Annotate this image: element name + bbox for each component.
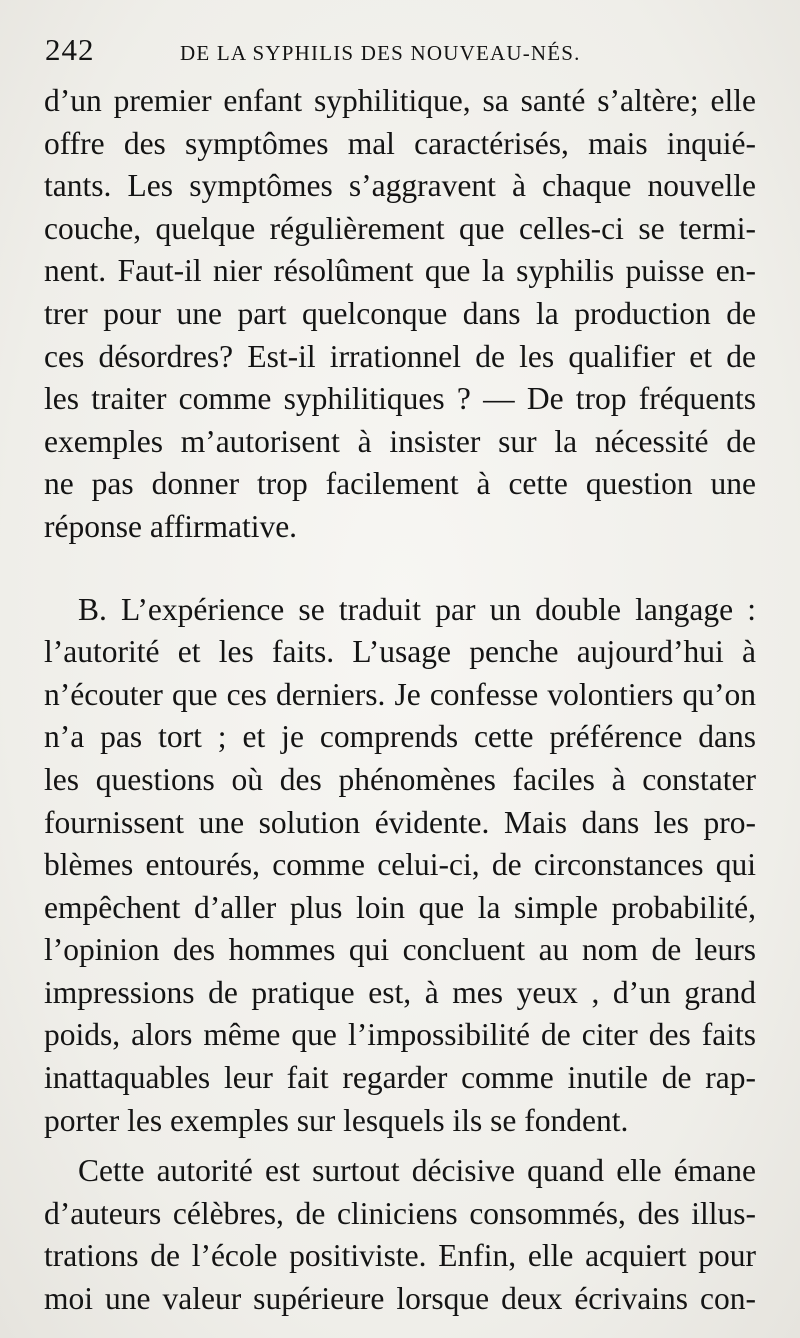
text-line: les questions où des phénomènes faciles à constater (44, 761, 756, 797)
paragraph-gap (44, 1142, 756, 1150)
text-line: n’écouter que ces derniers. Je confesse volontiers qu’on (44, 676, 756, 712)
text-line: nent. Faut-il nier résolûment que la syphilis puisse en- (44, 253, 756, 289)
paragraph-1 (44, 80, 756, 549)
body-text (44, 80, 756, 1321)
page-number: 242 (45, 32, 95, 67)
text-line: réponse affirmative. (44, 508, 298, 544)
page-header (45, 30, 765, 74)
text-line: trations de l’école positiviste. Enfin, elle acquiert pour (44, 1238, 756, 1274)
text-line: ne pas donner trop facilement à cette question une (44, 466, 756, 502)
text-line: les traiter comme syphilitiques ? — De trop fréquents (44, 381, 756, 417)
text-line: ces désordres? Est-il irrationnel de les qualifier et de (44, 338, 756, 374)
text-line: moi une valeur supérieure lorsque deux écrivains con- (44, 1281, 756, 1317)
text-line: Cette autorité est surtout décisive quand elle émane (78, 1153, 756, 1189)
text-line: porter les exemples sur lesquels ils se fondent. (44, 1102, 629, 1138)
text-line: exemples m’autorisent à insister sur la nécessité de (44, 423, 756, 459)
running-head: DE LA SYPHILIS DES NOUVEAU-NÉS. (180, 41, 581, 65)
text-line: tants. Les symptômes s’aggravent à chaque nouvelle (44, 168, 756, 204)
paragraph-2 (44, 589, 756, 1143)
text-line: impressions de pratique est, à mes yeux , d’un grand (44, 974, 756, 1010)
text-line: offre des symptômes mal caractérisés, mais inquié- (44, 125, 756, 161)
text-line: blèmes entourés, comme celui-ci, de circonstances qui (44, 847, 756, 883)
text-line: B. L’expérience se traduit par un double langage : (78, 591, 756, 627)
text-line: inattaquables leur fait regarder comme inutile de rap- (44, 1060, 756, 1096)
text-line: empêchent d’aller plus loin que la simple probabilité, (44, 889, 756, 925)
text-line: n’a pas tort ; et je comprends cette préférence dans (44, 719, 756, 755)
text-line: poids, alors même que l’impossibilité de citer des faits (44, 1017, 756, 1053)
text-line: l’opinion des hommes qui concluent au nom de leurs (44, 932, 756, 968)
text-line: l’autorité et les faits. L’usage penche aujourd’hui à (44, 634, 756, 670)
text-line: d’un premier enfant syphilitique, sa santé s’altère; elle (44, 83, 756, 118)
text-line: d’auteurs célèbres, de cliniciens consommés, des illus- (44, 1195, 756, 1231)
text-line: fournissent une solution évidente. Mais dans les pro- (44, 804, 756, 840)
paragraph-gap (44, 549, 756, 589)
paragraph-3 (44, 1150, 756, 1320)
text-line: couche, quelque régulièrement que celles-ci se termi- (44, 210, 756, 246)
text-line: trer pour une part quelconque dans la production de (44, 295, 756, 331)
